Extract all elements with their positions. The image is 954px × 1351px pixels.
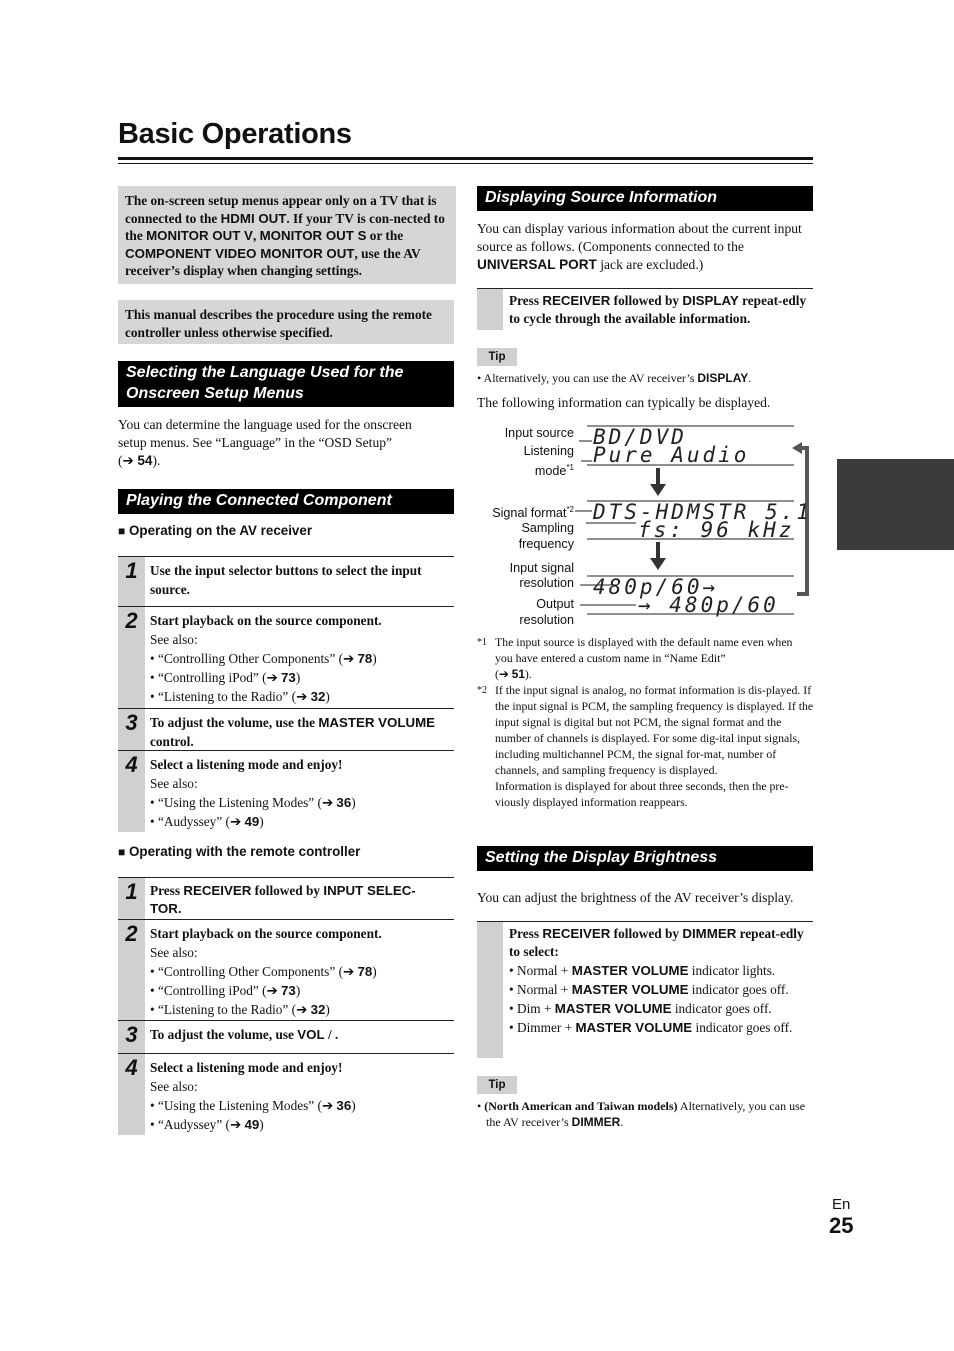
label-input-signal: Input signal bbox=[509, 561, 574, 575]
chapter-tab bbox=[837, 459, 954, 550]
page-title: Basic Operations bbox=[118, 118, 352, 150]
step-av-1: 1 Use the input selector buttons to select the input source. bbox=[118, 556, 454, 606]
section-heading-brightness: Setting the Display Brightness bbox=[477, 846, 813, 871]
label-sampling: Sampling bbox=[521, 521, 574, 535]
lcd-row-1: BD/DVD bbox=[593, 425, 687, 449]
label-frequency: frequency bbox=[518, 537, 574, 551]
label-output: Output bbox=[536, 597, 574, 611]
note-hdmi: The on-screen setup menus appear only on a TV that is connected to the HDMI OUT. If your TV is con-nected to the MONITOR OUT V, MONITOR OUT S or the COMPONENT VIDEO MONITOR OUT, use the AV receiver’s display when changing settings. bbox=[118, 186, 456, 284]
brightness-intro: You can adjust the brightness of the AV receiver’s display. bbox=[477, 890, 794, 905]
section-heading-display: Displaying Source Information bbox=[477, 186, 813, 211]
step-brightness: Press RECEIVER followed by DIMMER repeat-edly to select: • Normal + MASTER VOLUME indicator lights. • Normal + MASTER VOLUME indicator goes off. • Dim + MASTER VOLUME indicator goes off. • Dimmer + MASTER VOLUME indicator goes off. bbox=[477, 921, 813, 1058]
subheading-remote: ■ Operating with the remote controller bbox=[118, 844, 361, 859]
label-input-source: Input source bbox=[504, 426, 574, 440]
language-text: You can determine the language used for the onscreen setup menus. See “Language” in the “OSD Setup” (➔ 54). bbox=[118, 417, 412, 468]
lcd-row-2: Pure Audio bbox=[593, 443, 750, 467]
label-mode: mode$^{*1}$ bbox=[534, 463, 574, 479]
lcd-row-4: fs: 96 kHz bbox=[638, 518, 795, 542]
note-remote: This manual describes the procedure using the remote controller unless otherwise specified. bbox=[118, 300, 454, 344]
label-output-resolution: resolution bbox=[519, 613, 574, 627]
step-av-3: 3 To adjust the volume, use the MASTER VOLUME control. bbox=[118, 708, 454, 750]
footnote-marker-1: *1 bbox=[477, 637, 487, 648]
step-display: Press RECEIVER followed by DISPLAY repeat-edly to cycle through the available information. bbox=[477, 288, 813, 330]
section-heading-playing: Playing the Connected Component bbox=[118, 489, 454, 514]
subheading-av-receiver: ■ Operating on the AV receiver bbox=[118, 523, 313, 538]
display-following: The following information can typically be displayed. bbox=[477, 395, 771, 410]
lcd-row-5: 480p/60→ bbox=[593, 575, 719, 599]
title-rule bbox=[118, 157, 813, 160]
label-resolution: resolution bbox=[519, 576, 574, 590]
lcd-row-6: → 480p/60 bbox=[638, 593, 779, 617]
step-rc-3: 3 To adjust the volume, use VOL / . bbox=[118, 1020, 454, 1053]
footnote-2: If the input signal is analog, no format information is dis-played. If the input signal is PCM, the sampling frequency is displayed. If the input signal is digital but not PCM, the signal format and the number of channels is displayed. For some dig-ital input signals, including multichannel PCM, the signal for-mat, number of channels, and sampling frequency is displayed. Information is displayed for about three seconds, then the pre-viously displayed information reappears. bbox=[495, 683, 814, 809]
section-heading-language: Selecting the Language Used for the Onscreen Setup Menus bbox=[118, 361, 454, 407]
tip-badge: Tip bbox=[477, 348, 517, 366]
step-av-4: 4 Select a listening mode and enjoy! See also: • “Using the Listening Modes” (➔ 36) • “Audyssey” (➔ 49) bbox=[118, 750, 454, 832]
display-intro: You can display various information about the current input source as follows. (Components connected to the UNIVERSAL PORT jack are excluded.) bbox=[477, 221, 802, 272]
tip-text-display: • Alternatively, you can use the AV receiver’s DISPLAY. bbox=[477, 371, 752, 385]
title-rule-thin bbox=[118, 163, 813, 164]
label-listening: Listening bbox=[523, 444, 574, 458]
step-rc-4: 4 Select a listening mode and enjoy! See also: • “Using the Listening Modes” (➔ 36) • “Audyssey” (➔ 49) bbox=[118, 1053, 454, 1135]
step-rc-1: 1 Press RECEIVER followed by INPUT SELEC- TOR. bbox=[118, 877, 454, 919]
step-av-2: 2 Start playback on the source component. See also: • “Controlling Other Components” (➔ 78) • “Controlling iPod” (➔ 73) • “Listening to the Radio” (➔ 32) bbox=[118, 606, 454, 708]
step-rc-2: 2 Start playback on the source component. See also: • “Controlling Other Components” (➔ 78) • “Controlling iPod” (➔ 73) • “Listening to the Radio” (➔ 32) bbox=[118, 919, 454, 1020]
footnote-marker-2: *2 bbox=[477, 685, 487, 696]
page-number: 25 bbox=[829, 1213, 854, 1238]
lcd-row-3: DTS-HDMSTR 5.1 bbox=[593, 500, 813, 524]
tip-badge-brightness: Tip bbox=[477, 1076, 517, 1094]
footnote-1: The input source is displayed with the default name even when you have entered a custom name in “Name Edit” (➔ 51). bbox=[495, 635, 793, 681]
tip-text-brightness: • (North American and Taiwan models) Alternatively, you can use the AV receiver’s DIMMER. bbox=[477, 1099, 806, 1129]
page-language: En bbox=[832, 1196, 851, 1213]
label-signal-format: Signal format$^{*2}$ bbox=[492, 505, 574, 521]
page-ref: 54 bbox=[137, 453, 153, 468]
